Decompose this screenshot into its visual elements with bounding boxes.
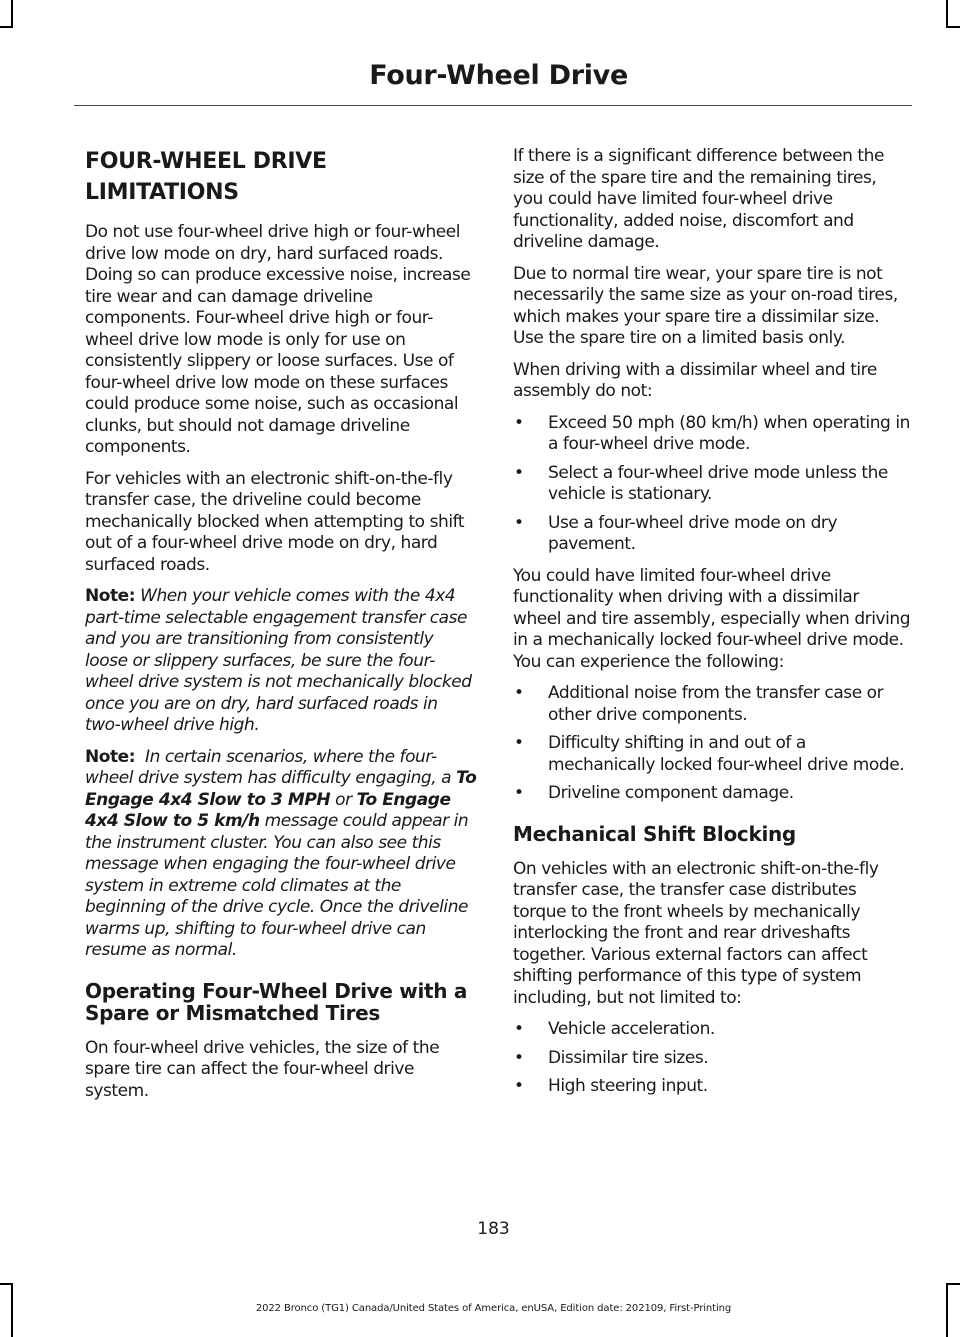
note-part-time-transfer-case	[85, 586, 477, 737]
crop-mark-top-left-v	[11, 0, 13, 28]
bullet-icon: •	[514, 1076, 524, 1096]
crop-mark-top-right-h	[946, 26, 960, 28]
page-header-title: Four-Wheel Drive	[369, 60, 628, 91]
paragraph-spare-tire-size: On four-wheel drive vehicles, the size of the spare tire can affect the four-wheel drive system.	[85, 1037, 440, 1101]
bullet-icon: •	[514, 683, 524, 703]
bullet-icon: •	[514, 1047, 524, 1068]
right-column	[513, 146, 911, 1108]
list-item: • Exceed 50 mph (80 km/h) when operating in a four-wheel drive mode.	[514, 412, 910, 454]
list-item: • Select a four-wheel drive mode unless the vehicle is stationary.	[514, 462, 888, 504]
crop-mark-bottom-right-h	[946, 1283, 960, 1285]
note-text-c: message could appear in the instrument cluster. You can also see this message when engaging the four-wheel drive system in extreme cold climates at the beginning of the drive cycle. Once the driveline warms up, shifting to four-wheel drive can resume as normal.	[85, 811, 469, 960]
list-item: • Driveline component damage.	[514, 783, 794, 803]
bullet-icon: •	[514, 1019, 524, 1039]
header-rule	[74, 105, 912, 106]
subheading-spare-tires: Operating Four-Wheel Drive with a Spare or Mismatched Tires	[85, 978, 468, 1025]
footer-edition: 2022 Bronco (TG1) Canada/United States of America, enUSA, Edition date: 202109, First-Printing	[255, 1303, 732, 1314]
list-factors	[513, 1019, 911, 1098]
list-item: • Vehicle acceleration.	[514, 1019, 715, 1039]
paragraph-dissimilar-intro: When driving with a dissimilar wheel and tire assembly do not:	[513, 359, 877, 401]
cluster-message-mph: To Engage 4x4 Slow to 3 MPH	[85, 768, 477, 810]
list-item: • Use a four-wheel drive mode on dry pavement.	[514, 512, 838, 554]
section-heading-line1: FOUR-WHEEL DRIVE	[85, 149, 327, 174]
note-text: When your vehicle comes with the 4x4 part-time selectable engagement transfer case and you are transitioning from consistently loose or slippery surfaces, be sure the four-wheel drive system is not mechanically blocked once you are on dry, hard surfaced roads in two-wheel drive high.	[85, 586, 472, 735]
bullet-icon: •	[514, 512, 524, 533]
list-item: • Additional noise from the transfer case or other drive components.	[514, 683, 884, 725]
subheading-shift-blocking: Mechanical Shift Blocking	[513, 821, 796, 846]
crop-mark-top-right-v	[946, 0, 948, 28]
section-heading-line2: LIMITATIONS	[85, 180, 239, 205]
left-column	[85, 146, 477, 1112]
cluster-message-kmh: To Engage 4x4 Slow to 5 km/h	[85, 789, 451, 831]
note-text-a: In certain scenarios, where the four-wheel drive system has difficulty engaging, a	[85, 746, 457, 788]
paragraph-tire-wear: Due to normal tire wear, your spare tire is not necessarily the same size as your on-road tires, which makes your spare tire a dissimilar size. Use the spare tire on a limited basis only.	[513, 263, 898, 348]
bullet-icon: •	[514, 783, 524, 803]
list-do-not	[513, 413, 911, 556]
paragraph-dry-roads-warning: Do not use four-wheel drive high or four-wheel drive low mode on dry, hard surfaced roads. Doing so can produce excessive noise, increase tire wear and can damage driveline components. Four-wheel drive high or four-wheel drive low mode is only for use on consistently slippery or loose surfaces. Use of four-wheel drive low mode on these surfaces could produce some noise, such as occasional clunks, but should not damage driveline components.	[85, 222, 471, 457]
note-label: Note:	[85, 586, 136, 606]
paragraph-limited-functionality: You could have limited four-wheel drive functionality when driving with a dissimilar wheel and tire assembly, especially when driving in a mechanically locked four-wheel drive mode. You can experience the following:	[513, 565, 911, 672]
page-number: 183	[477, 1219, 510, 1239]
note-label: Note:	[85, 746, 136, 767]
bullet-icon: •	[514, 412, 524, 433]
paragraph-shift-blocking: On vehicles with an electronic shift-on-the-fly transfer case, the transfer case distributes torque to the front wheels by mechanically interlocking the front and rear driveshafts together. Various external factors can affect shifting performance of this type of system including, but not limited to:	[513, 858, 879, 1008]
crop-mark-bottom-left-h	[0, 1283, 13, 1285]
list-item: • Dissimilar tire sizes.	[514, 1047, 709, 1068]
bullet-icon: •	[514, 462, 524, 483]
list-item: • Difficulty shifting in and out of a mechanically locked four-wheel drive mode.	[514, 733, 905, 775]
bullet-icon: •	[514, 733, 524, 753]
list-item: • High steering input.	[514, 1076, 708, 1096]
paragraph-size-difference: If there is a significant difference between the size of the spare tire and the remaining tires, you could have limited four-wheel drive functionality, added noise, discomfort and driveline damage.	[513, 146, 884, 252]
section-heading	[85, 146, 477, 208]
paragraph-driveline-blocked: For vehicles with an electronic shift-on-the-fly transfer case, the driveline could become mechanically blocked when attempting to shift out of a four-wheel drive mode on dry, hard surfaced roads.	[85, 468, 465, 575]
crop-mark-top-left-h	[0, 26, 13, 28]
note-engage-message	[85, 747, 477, 962]
list-experience	[513, 683, 911, 805]
note-text-b: or	[330, 789, 357, 810]
